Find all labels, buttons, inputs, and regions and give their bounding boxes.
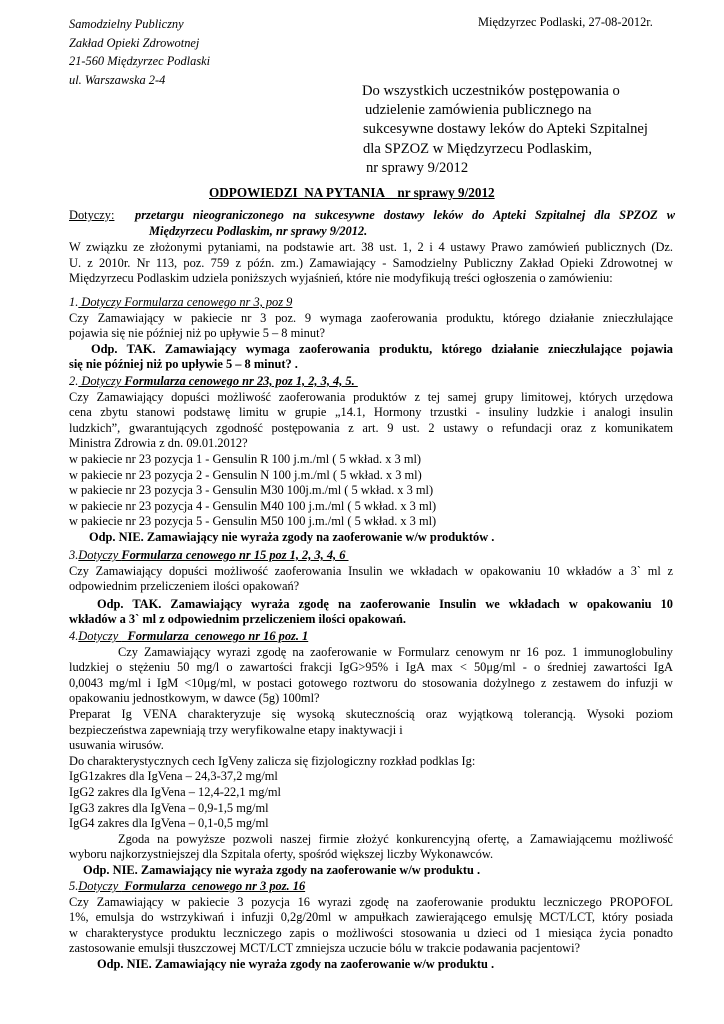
question-line: bezpieczeństwa zapewniają trzy weryfikowalne etapy inaktywacji i — [69, 722, 403, 737]
question-line: IgG3 zakres dla IgVena – 0,9-1,5 mg/ml — [69, 800, 269, 815]
question-heading-text: Dotyczy — [78, 374, 125, 388]
question-1 — [69, 295, 673, 373]
question-heading — [69, 295, 673, 311]
answer-line: Odp. NIE. Zamawiający nie wyraża zgody na zaoferowanie w/w produktu . — [97, 956, 495, 971]
question-line: Do charakterystycznych cech IgVeny zalicza się fizjologiczny rozkład podklas Ig: — [69, 753, 476, 768]
question-number: 1. — [69, 295, 79, 309]
list-item: w pakiecie nr 23 pozycja 5 - Gensulin M50 100 j.m./ml ( 5 wkład. x 3 ml) — [69, 514, 437, 529]
question-5 — [69, 879, 673, 973]
question-4 — [69, 629, 673, 879]
question-number: 5. — [69, 879, 79, 893]
question-heading-text: Dotyczy — [78, 629, 122, 643]
question-line: cena zbytu stanowi podstawę limitu w grupie „14.1, Hormony trzustki - insuliny ludzkie i analogi insulin — [69, 405, 673, 420]
dotyczy-line: przetargu nieograniczonego na sukcesywne dostawy leków do Apteki Szpitalnej dla SPZOZ w — [135, 208, 675, 222]
dotyczy-line: Międzyrzecu Podlaskim, nr sprawy 9/2012. — [149, 223, 368, 238]
question-number: 3. — [69, 548, 79, 562]
question-line: ludzkich”, gwarantujących zgodność postępowania z art. 9 ust. 2 ustawy o refundacji oraz z komunikatem — [69, 420, 673, 435]
question-line: Czy Zamawiający dopuści możliwość zaoferowania Insulin we wkładach w opakowaniu 10 wkładów a 3` ml z — [69, 563, 673, 578]
answer-line: Odp. NIE. Zamawiający nie wyraża zgody na zaoferowanie w/w produktu . — [83, 862, 481, 877]
question-line: ludzkiej o stężeniu 50 mg/l o zawartości frakcji IgG>95% i IgA max < 50μg/ml - o średniej zawartości IgA — [69, 660, 673, 675]
list-item: w pakiecie nr 23 pozycja 2 - Gensulin N 100 j.m./ml ( 5 wkład. x 3 ml) — [69, 467, 422, 482]
addressee-block — [362, 82, 648, 178]
question-line: w charakterystyce produktu leczniczego zapis o możliwości stosowania u dzieci od 1 miesiąca życia ponadto — [69, 925, 673, 940]
sender-line: 21-560 Międzyrzec Podlaski — [69, 54, 211, 69]
answer-line: wkładów a 3` ml z odpowiednim przeliczeniem ilości opakowań. — [69, 612, 406, 627]
question-line: 1%, emulsja do wstrzykiwań i infuzji 0,2g/20ml w ampułkach zawierającego emulsję MCT/LCT, który posiada — [69, 910, 673, 925]
addressee-line: udzielenie zamówienia publicznego na — [365, 102, 592, 119]
question-2 — [69, 374, 673, 546]
question-line: usuwania wirusów. — [69, 738, 164, 753]
sender-line: ul. Warszawska 2-4 — [69, 72, 166, 87]
question-heading — [69, 879, 673, 895]
sender-line: Samodzielny Publiczny — [69, 17, 184, 31]
intro-line: Międzyrzecu Podlaskim udziela poniższych wyjaśnień, które nie modyfikują treści ogłoszenia o zamówieniu: — [69, 271, 613, 286]
addressee-line: sukcesywne dostawy leków do Apteki Szpitalnej — [363, 121, 648, 138]
list-item: w pakiecie nr 23 pozycja 3 - Gensulin M30 100j.m./ml ( 5 wkład. x 3 ml) — [69, 483, 434, 498]
intro-paragraph — [69, 240, 673, 287]
intro-line: W związku ze złożonymi pytaniami, na podstawie art. 38 ust. 1, 2 i 4 ustawy Prawo zamówień publicznych (Dz. — [69, 240, 673, 254]
question-line: Zgoda na powyższe pozwoli naszej firmie złożyć konkurencyjną ofertę, a Zamawiającemu możliwość — [118, 831, 673, 846]
question-number: 2. — [69, 374, 79, 388]
answer-line: Odp. TAK. Zamawiający wyraża zgodę na zaoferowanie Insulin we wkładach w opakowaniu 10 — [97, 596, 673, 611]
document-title: ODPOWIEDZI NA PYTANIA nr sprawy 9/2012 — [209, 185, 495, 200]
question-line: Preparat Ig VENA charakteryzuje się wysoką skutecznością oraz wyjątkową tolerancją. Wysoki poziom — [69, 706, 673, 721]
question-heading-text: Dotyczy — [78, 548, 122, 562]
question-line: pojawia się nie później niż po upływie 5 – 8 minut? — [69, 326, 326, 341]
sender-line: Zakład Opieki Zdrowotnej — [69, 35, 200, 50]
question-line: IgG2 zakres dla IgVena – 12,4-22,1 mg/ml — [69, 784, 281, 799]
list-item: w pakiecie nr 23 pozycja 1 - Gensulin R 100 j.m./ml ( 5 wkład. x 3 ml) — [69, 451, 422, 466]
question-line: opakowaniu jednostkowym, w dawce (5g) 100ml? — [69, 691, 320, 706]
addressee-line: dla SPZOZ w Międzyrzecu Podlaskim, — [363, 140, 593, 157]
question-line: Czy Zamawiający dopuści możliwość zaoferowania produktów z tej samej grupy limitowej, których urzędowa — [69, 389, 673, 404]
place-date: Międzyrzec Podlaski, 27-08-2012r. — [478, 15, 653, 29]
addressee-line: nr sprawy 9/2012 — [366, 159, 469, 176]
question-heading-form: Formularza cenowego nr 15 poz 1, 2, 3, 4, 6 — [121, 548, 349, 562]
question-heading-form: Formularza cenowego nr 16 poz. 1 — [121, 629, 309, 643]
question-line: Czy Zamawiający w pakiecie 3 pozycja 16 wyrazi zgodę na zaoferowanie produktu leczniczego PROPOFOL — [69, 894, 673, 909]
question-3 — [69, 548, 673, 628]
question-number: 4. — [69, 629, 79, 643]
dotyczy-subject — [135, 208, 675, 239]
question-heading — [69, 629, 673, 645]
answer-line: Odp. TAK. Zamawiający wymaga zaoferowania produktu, którego działanie znieczłulające pojawia — [91, 341, 673, 356]
question-line: Ministra Zdrowia z dn. 09.01.2012? — [69, 436, 248, 451]
question-line: IgG4 zakres dla IgVena – 0,1-0,5 mg/ml — [69, 816, 269, 831]
intro-line: U. z 2010r. Nr 113, poz. 759 z późn. zm.) Zamawiający - Samodzielny Publiczny Zakład Opieki Zdrowotnej w — [69, 255, 673, 270]
question-heading-text: Dotyczy — [78, 879, 122, 893]
question-heading — [69, 548, 673, 564]
question-line: odpowiednim przeliczeniem ilości opakowań? — [69, 579, 300, 594]
question-heading-form: Formularza cenowego nr 23, poz 1, 2, 3, 4, 5. — [124, 374, 358, 388]
answer-line: Odp. NIE. Zamawiający nie wyraża zgody na zaoferowanie w/w produktów . — [89, 529, 495, 544]
question-line: Czy Zamawiający w pakiecie nr 3 poz. 9 wymaga zaoferowania produktu, którego działanie znieczłulające — [69, 310, 673, 325]
question-heading-form: Formularza cenowego nr 3 poz. 16 — [121, 879, 306, 893]
question-line: wyboru najkorzystniejszej dla Szpitala oferty, spośród większej liczby Wykonawców. — [69, 847, 494, 862]
question-line: Czy Zamawiający wyrazi zgodę na zaoferowanie w Formularz cenowym nr 16 poz. 1 immunoglobuliny — [118, 644, 673, 659]
addressee-line: Do wszystkich uczestników postępowania o — [362, 83, 620, 99]
dotyczy-label: Dotyczy: — [69, 208, 115, 222]
question-heading-text: Dotyczy Formularza cenowego nr 3, poz 9 — [78, 295, 293, 309]
question-heading — [69, 374, 673, 390]
question-line: IgG1zakres dla IgVena – 24,3-37,2 mg/ml — [69, 769, 278, 784]
sender-address — [69, 15, 210, 89]
list-item: w pakiecie nr 23 pozycja 4 - Gensulin M40 100 j.m./ml ( 5 wkład. x 3 ml) — [69, 498, 437, 513]
question-line: 0,0043 mg/ml i IgM <10μg/ml, w postaci gotowego roztworu do stosowania dożylnego z zestawem do infuzji w — [69, 675, 673, 690]
question-line: zastosowanie emulsji tłuszczowej MCT/LCT zmniejsza uczucie bólu w trakcie podawania pacjentowi? — [69, 941, 581, 956]
answer-line: się nie później niż po upływie 5 – 8 minut? . — [69, 357, 298, 372]
